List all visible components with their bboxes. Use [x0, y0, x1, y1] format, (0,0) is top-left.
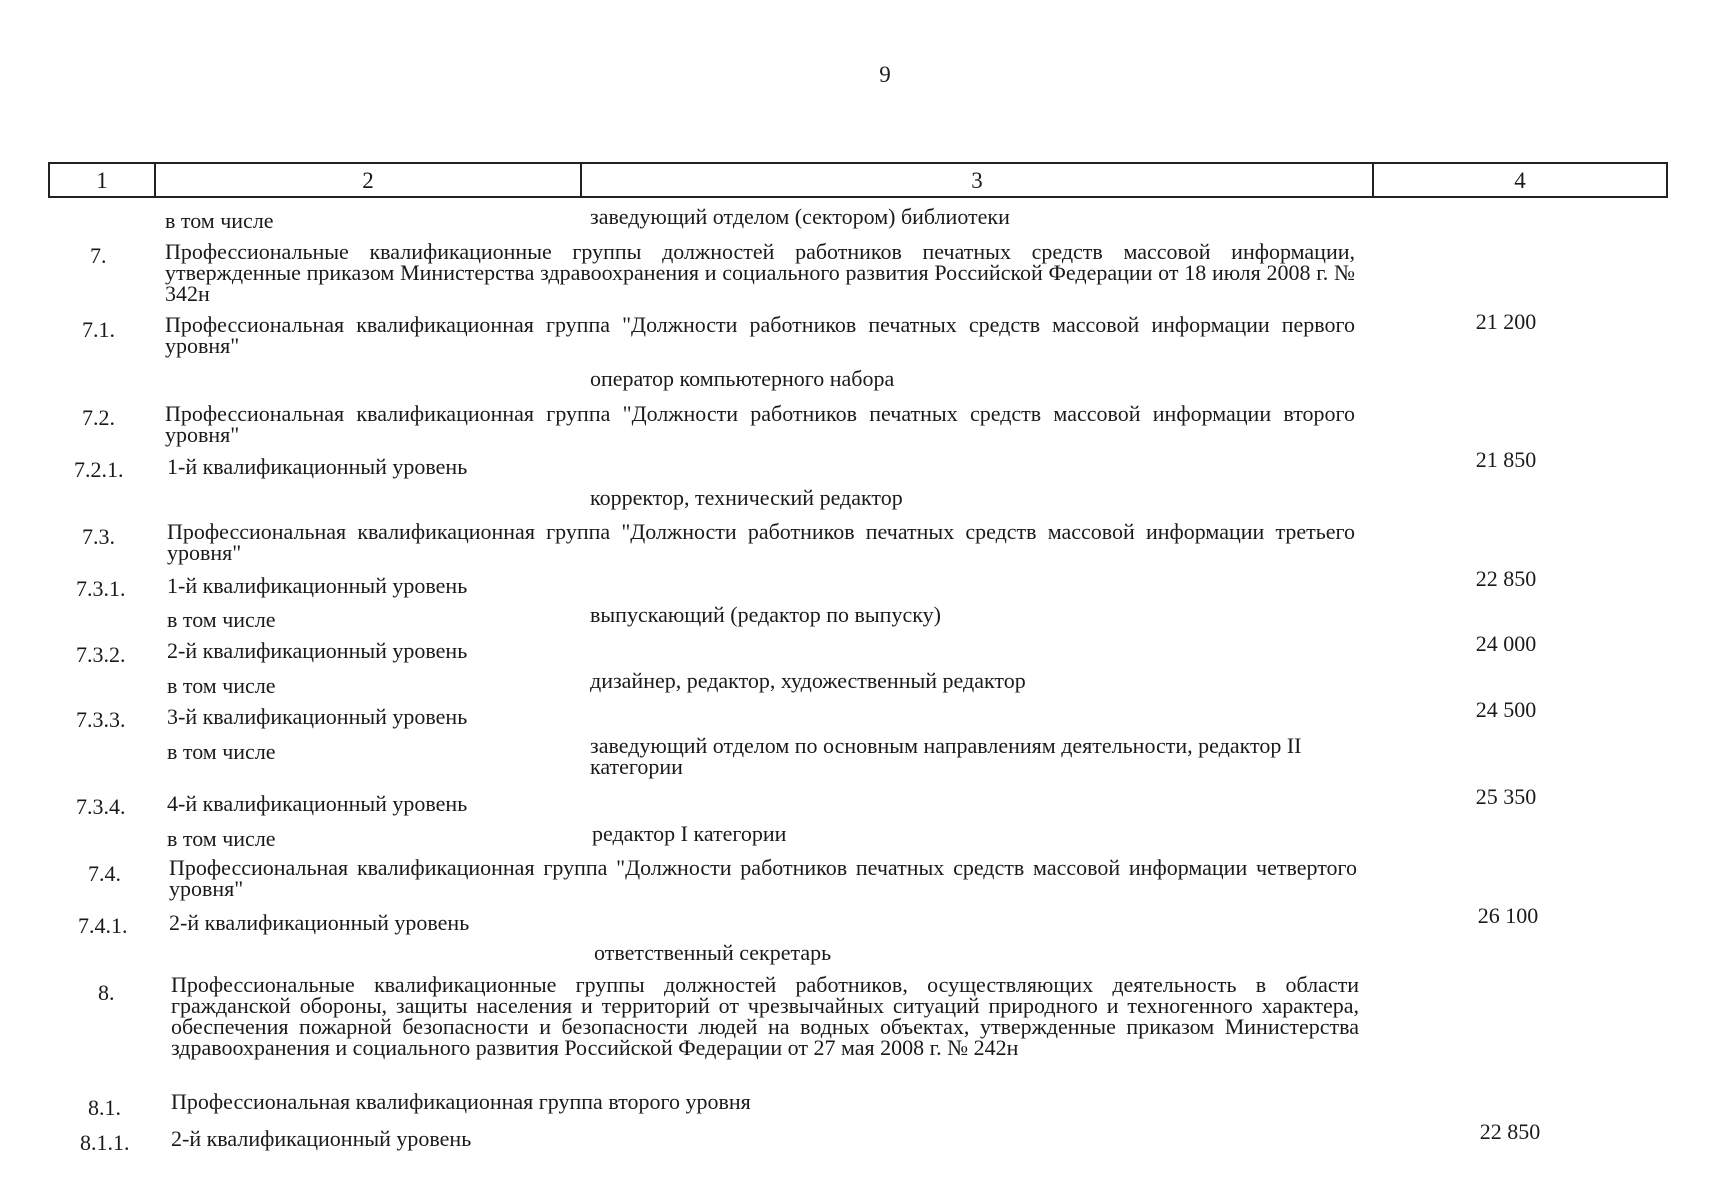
- row-13-col2: в том числе: [167, 739, 276, 764]
- row-18-col3: ответственный секретарь: [594, 940, 832, 965]
- row-10-col2: 2-й квалификационный уровень: [167, 638, 468, 663]
- row-8-col4: 22 850: [1475, 566, 1537, 591]
- header-col-2: 2: [156, 164, 582, 196]
- row-14-num: 7.3.4.: [76, 794, 126, 819]
- row-10-num: 7.3.2.: [76, 642, 126, 667]
- row-6-col3: корректор, технический редактор: [590, 485, 903, 510]
- header-col-4: 4: [1514, 168, 1526, 193]
- row-12-num: 7.3.3.: [76, 707, 126, 732]
- page-number: 9: [879, 62, 891, 87]
- row-12-col2: 3-й квалификационный уровень: [167, 704, 468, 729]
- row-15-col2: в том числе: [167, 826, 276, 851]
- header-col-1: 1: [50, 164, 156, 196]
- row-20-col2: Профессиональная квалификационная группа второго уровня: [171, 1089, 751, 1114]
- row-15-col3: редактор I категории: [592, 821, 787, 846]
- table-header: [48, 162, 1668, 198]
- row-17-num: 7.4.1.: [78, 913, 128, 938]
- row-5-col2: 1-й квалификационный уровень: [167, 454, 468, 479]
- row-13-col3: заведующий отделом по основным направлениям деятельности, редактор II категории: [590, 733, 1302, 779]
- row-12-col4: 24 500: [1475, 697, 1537, 722]
- row-2-col2: Профессиональная квалификационная группа "Должности работников печатных средств массовой информации первого уровня": [165, 312, 1355, 358]
- row-10-col4: 24 000: [1475, 631, 1537, 656]
- row-0-col2: в том числе: [165, 208, 274, 233]
- row-11-col3: дизайнер, редактор, художественный редактор: [590, 668, 1026, 693]
- row-19-col2: Профессиональные квалификационные группы должностей работников, осуществляющих деятельность в области гражданской обороны, защиты населения и территорий от чрезвычайных ситуаций природного и техногенного характера, обеспечения пожарной безопасности и безопасности людей на водных объектах, утвержденные приказом Министерства здравоохранения и социального развития Российской Федерации от 27 мая 2008 г. № 242н: [171, 972, 1359, 1060]
- row-9-col2: в том числе: [167, 607, 276, 632]
- row-5-num: 7.2.1.: [74, 457, 124, 482]
- header-col-3: 3: [582, 164, 1374, 196]
- row-20-num: 8.1.: [88, 1095, 121, 1120]
- row-8-num: 7.3.1.: [76, 576, 126, 601]
- row-9-col3: выпускающий (редактор по выпуску): [590, 602, 941, 627]
- row-4-num: 7.2.: [82, 405, 115, 430]
- row-5-col4: 21 850: [1475, 447, 1537, 472]
- row-8-col2: 1-й квалификационный уровень: [167, 573, 468, 598]
- row-17-col2: 2-й квалификационный уровень: [169, 910, 470, 935]
- row-16-num: 7.4.: [88, 861, 121, 886]
- row-1-num: 7.: [90, 243, 107, 268]
- row-14-col2: 4-й квалификационный уровень: [167, 791, 468, 816]
- row-3-col3: оператор компьютерного набора: [590, 366, 895, 391]
- row-4-col2: Профессиональная квалификационная группа "Должности работников печатных средств массовой информации второго уровня": [165, 401, 1355, 447]
- row-11-col2: в том числе: [167, 673, 276, 698]
- row-2-col4: 21 200: [1475, 309, 1537, 334]
- row-19-num: 8.: [98, 980, 115, 1005]
- row-0-col3: заведующий отделом (сектором) библиотеки: [590, 204, 1010, 229]
- row-21-num: 8.1.1.: [80, 1130, 130, 1155]
- row-7-num: 7.3.: [82, 524, 115, 549]
- row-7-col2: Профессиональная квалификационная группа "Должности работников печатных средств массовой информации третьего уровня": [167, 519, 1355, 565]
- row-16-col2: Профессиональная квалификационная группа "Должности работников печатных средств массовой информации четвертого уровня": [169, 855, 1357, 901]
- row-21-col2: 2-й квалификационный уровень: [171, 1126, 472, 1151]
- row-14-col4: 25 350: [1475, 784, 1537, 809]
- row-21-col4: 22 850: [1479, 1119, 1541, 1144]
- row-1-col2: Профессиональные квалификационные группы должностей работников печатных средств массовой информации, утвержденные приказом Министерства здравоохранения и социального развития Российской Федерации от 18 июля 2008 г. № 342н: [165, 239, 1355, 306]
- row-17-col4: 26 100: [1477, 903, 1539, 928]
- row-2-num: 7.1.: [82, 317, 115, 342]
